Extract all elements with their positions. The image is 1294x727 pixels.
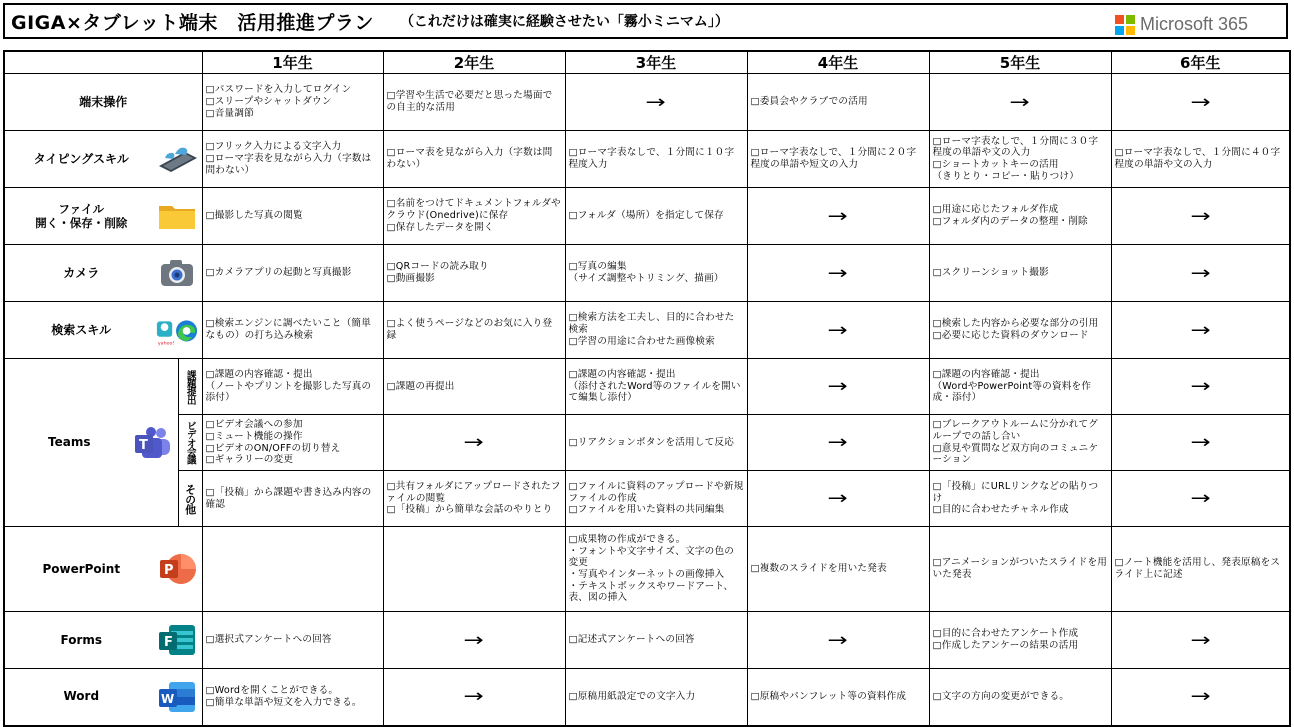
arrow-right-icon: → (463, 432, 485, 453)
goal-item: ・テキストボックスやワードアート、表、図の挿入 (568, 580, 734, 604)
continue-arrow-grade-3 (565, 74, 747, 131)
svg-text:T: T (138, 437, 148, 453)
goal-item: □選択式アンケートへの回答 (205, 634, 332, 646)
arrow-right-icon: → (1190, 91, 1211, 113)
category-cell (4, 669, 202, 726)
arrow-right-icon: → (827, 262, 849, 284)
goal-cell-grade-1 (202, 302, 383, 359)
goal-item: □音量調節 (205, 107, 254, 119)
category-cell (4, 131, 202, 188)
goal-cell-grade-2 (383, 302, 565, 359)
subcategory-label: ビデオ会議 (184, 421, 196, 464)
subcategory-cell (178, 471, 202, 527)
goal-cell-grade-2 (383, 74, 565, 131)
goal-item: □QRコードの読み取り (386, 261, 489, 273)
goal-cell-grade-4 (747, 527, 929, 612)
search-browser-icon (155, 310, 199, 350)
goal-item: □ノート機能を活用し、発表原稿をスライド上に記述 (1114, 557, 1281, 580)
arrow-right-icon: → (1190, 262, 1211, 284)
goal-item: □ローマ字表なしで、１分間に１０字程度入力 (568, 147, 735, 170)
goal-item: □原稿用紙設定での文字入力 (568, 690, 696, 702)
word-icon (155, 677, 199, 717)
goal-cell-grade-5 (929, 612, 1111, 669)
category-label (8, 435, 131, 450)
goal-item: □課題の再提出 (386, 380, 455, 392)
goal-cell-grade-4 (747, 74, 929, 131)
plan-row (4, 415, 1290, 471)
continue-arrow-grade-6 (1111, 415, 1290, 471)
goal-item: □撮影した写真の閲覧 (205, 210, 303, 222)
arrow-right-icon: → (1190, 376, 1211, 397)
goal-cell-grade-2 (383, 471, 565, 527)
goal-item: □ローマ字表なしで、１分間に２０字程度の単語や短文の入力 (750, 147, 917, 170)
arrow-right-icon: → (1190, 205, 1211, 227)
goal-item: （ノートやプリントを撮影した写真の添付） (205, 380, 372, 404)
category-cell (4, 245, 202, 302)
arrow-right-icon: → (1190, 629, 1211, 651)
goal-cell-grade-1 (202, 471, 383, 527)
continue-arrow-grade-6 (1111, 188, 1290, 245)
logo-square-red (1115, 15, 1124, 24)
category-wrap (8, 612, 199, 668)
goal-item: □原稿やパンフレット等の資料作成 (750, 690, 907, 702)
grade-header: 3年生 (565, 51, 747, 74)
goal-item: □検索方法を工夫し、目的に合わせた検索 (568, 312, 735, 336)
category-label (8, 202, 155, 231)
goal-cell-grade-1 (202, 669, 383, 726)
goal-cell-grade-2 (383, 359, 565, 415)
plan-row (4, 74, 1290, 131)
plan-row (4, 471, 1290, 527)
goal-item: □課題の内容確認・提出 (568, 368, 676, 380)
arrow-right-icon: → (645, 91, 667, 113)
goal-item: □用途に応じたフォルダ作成 (932, 204, 1059, 216)
goal-item: □ショートカットキーの活用 (932, 159, 1059, 170)
microsoft-logo-icon (1115, 15, 1135, 35)
goal-item: □ローマ字表なしで、１分間に４０字程度の単語や文の入力 (1114, 147, 1281, 170)
plan-row (4, 669, 1290, 726)
goal-cell-grade-3 (565, 131, 747, 188)
category-cell (4, 612, 202, 669)
goal-item: （添付されたWord等のファイルを開いて編集し添付） (568, 380, 741, 404)
category-name: Teams (48, 435, 91, 449)
category-wrap (8, 302, 199, 358)
goal-cell-grade-3 (565, 188, 747, 245)
page-title: GIGA×タブレット端末 活用推進プラン (11, 11, 374, 34)
category-label (8, 323, 155, 338)
goal-item: □ファイルを用いた資料の共同編集 (568, 504, 725, 516)
teams-icon (131, 423, 175, 463)
grade-header-row (4, 51, 1290, 74)
arrow-right-icon: → (463, 629, 485, 651)
goal-item: □意見や質問など双方向のコミュニケーション (932, 442, 1099, 466)
forms-icon (155, 620, 199, 660)
continue-arrow-grade-2 (383, 612, 565, 669)
category-cell (4, 302, 202, 359)
arrow-right-icon: → (1190, 488, 1211, 509)
continue-arrow-grade-4 (747, 359, 929, 415)
grade-header: 1年生 (202, 51, 383, 74)
svg-text:F: F (163, 635, 173, 650)
arrow-right-icon: → (827, 205, 849, 227)
goal-item: □必要に応じた資料のダウンロード (932, 330, 1089, 341)
category-name: タイピングスキル (33, 151, 129, 166)
goal-item: □スリープやシャットダウン (205, 96, 332, 108)
goal-cell-grade-2 (383, 527, 565, 612)
camera-icon (155, 253, 199, 293)
goal-item: □ローマ字表を見ながら入力（字数は問わない） (205, 153, 372, 176)
category-wrap (8, 669, 199, 725)
goal-item: □フリック入力による文字入力 (205, 141, 342, 153)
plan-row (4, 188, 1290, 245)
category-label (8, 689, 155, 704)
category-name: 端末操作 (79, 94, 128, 109)
goal-cell-grade-5 (929, 302, 1111, 359)
svg-text:P: P (163, 563, 174, 578)
goal-item: □学習や生活で必要だと思った場面での自主的な活用 (386, 90, 553, 113)
goal-cell-grade-5 (929, 245, 1111, 302)
subcategory-cell (178, 359, 202, 415)
goal-item: □リアクションボタンを活用して反応 (568, 436, 734, 448)
goal-item: □アニメーションがついたスライドを用いた発表 (932, 557, 1108, 580)
continue-arrow-grade-4 (747, 188, 929, 245)
keyboard-icon (155, 139, 199, 179)
goal-item: □ローマ表を見ながら入力（字数は問わない） (386, 147, 553, 170)
category-label (8, 266, 155, 281)
goal-cell-grade-3 (565, 302, 747, 359)
goal-cell-grade-1 (202, 245, 383, 302)
category-name-line2: 開く・保存・削除 (35, 216, 128, 230)
goal-cell-grade-4 (747, 669, 929, 726)
goal-item: □目的に合わせたアンケート作成 (932, 628, 1079, 640)
subcategory-label: その他 (183, 483, 197, 514)
goal-item: □フォルダ（場所）を指定して保存 (568, 210, 724, 222)
logo-text: Microsoft 365 (1139, 14, 1248, 34)
microsoft-365-logo (1115, 14, 1248, 35)
arrow-right-icon: → (827, 376, 849, 397)
continue-arrow-grade-6 (1111, 471, 1290, 527)
continue-arrow-grade-4 (747, 302, 929, 359)
page-subtitle: （これだけは確実に経験させたい「霧小ミニマム」） (399, 14, 729, 30)
continue-arrow-grade-4 (747, 415, 929, 471)
goal-item: □記述式アンケートへの回答 (568, 634, 695, 646)
svg-text:W: W (160, 691, 174, 706)
category-name: Forms (60, 632, 103, 647)
arrow-right-icon: → (463, 686, 485, 708)
goal-cell-grade-5 (929, 188, 1111, 245)
grade-header: 5年生 (929, 51, 1111, 74)
goal-item: □課題の内容確認・提出 (932, 368, 1040, 380)
logo-square-green (1126, 15, 1135, 24)
continue-arrow-grade-5 (929, 74, 1111, 131)
subcategory-cell (178, 415, 202, 471)
category-label (8, 152, 155, 167)
arrow-right-icon: → (827, 319, 849, 341)
goal-item: □検索した内容から必要な部分の引用 (932, 318, 1099, 330)
category-wrap (8, 74, 199, 130)
goal-cell-grade-1 (202, 612, 383, 669)
goal-item: □名前をつけてドキュメントフォルダやクラウド(Onedrive)に保存 (386, 198, 561, 222)
goal-cell-grade-3 (565, 612, 747, 669)
category-wrap (8, 188, 199, 244)
continue-arrow-grade-6 (1111, 302, 1290, 359)
goal-item: □Wordを開くことができる。 (205, 685, 339, 697)
powerpoint-icon (155, 549, 199, 589)
goal-item: □ミュート機能の操作 (205, 430, 303, 442)
goal-cell-grade-6 (1111, 527, 1290, 612)
continue-arrow-grade-6 (1111, 74, 1290, 131)
arrow-right-icon: → (827, 488, 849, 509)
goal-cell-grade-3 (565, 415, 747, 471)
goal-item: □学習の用途に合わせた画像検索 (568, 335, 715, 347)
plan-row (4, 359, 1290, 415)
logo-square-yellow (1126, 26, 1135, 35)
category-wrap (8, 245, 199, 301)
goal-item: （きりとり・コピー・貼りつけ） (932, 170, 1080, 182)
goal-cell-grade-5 (929, 669, 1111, 726)
goal-cell-grade-2 (383, 131, 565, 188)
continue-arrow-grade-6 (1111, 245, 1290, 302)
category-label (8, 95, 199, 110)
goal-item: □簡単な単語や短文を入力できる。 (205, 696, 362, 708)
category-wrap (8, 359, 175, 526)
plan-row (4, 131, 1290, 188)
goal-item: □ブレークアウトルームに分かれてグループでの話し合い (932, 419, 1099, 442)
goal-cell-grade-1 (202, 74, 383, 131)
goal-item: □カメラアプリの起動と写真撮影 (205, 267, 352, 279)
continue-arrow-grade-4 (747, 612, 929, 669)
goal-item: □共有フォルダにアップロードされたファイルの閲覧 (386, 480, 561, 504)
goal-item: □複数のスライドを用いた発表 (750, 563, 887, 575)
goal-item: □「投稿」から簡単な会話のやりとり (386, 504, 553, 516)
arrow-right-icon: → (1190, 686, 1211, 708)
category-cell (4, 359, 178, 527)
category-wrap (8, 527, 199, 611)
goal-cell-grade-2 (383, 188, 565, 245)
arrow-right-icon: → (1190, 319, 1211, 341)
category-name: PowerPoint (42, 561, 121, 576)
logo-square-blue (1115, 26, 1124, 35)
goal-cell-grade-1 (202, 359, 383, 415)
goal-item: □委員会やクラブでの活用 (750, 96, 868, 108)
category-name: 検索スキル (51, 322, 112, 337)
svg-text:yahoo!: yahoo! (157, 341, 174, 347)
continue-arrow-grade-2 (383, 415, 565, 471)
continue-arrow-grade-6 (1111, 612, 1290, 669)
continue-arrow-grade-4 (747, 245, 929, 302)
continue-arrow-grade-6 (1111, 669, 1290, 726)
goal-item: □検索エンジンに調べたいこと（簡単なもの）の打ち込み検索 (205, 318, 371, 341)
goal-item: □「投稿」から課題や書き込み内容の確認 (205, 486, 372, 510)
goal-item: □ギャラリーの変更 (205, 454, 294, 466)
category-cell (4, 527, 202, 612)
plan-row (4, 527, 1290, 612)
continue-arrow-grade-2 (383, 669, 565, 726)
arrow-right-icon: → (1190, 432, 1211, 453)
goal-cell-grade-1 (202, 415, 383, 471)
category-name: ファイル (58, 201, 105, 216)
goal-item: （WordやPowerPoint等の資料を作成・添付） (932, 380, 1092, 404)
corner-cell (4, 51, 202, 74)
goal-cell-grade-5 (929, 527, 1111, 612)
goal-cell-grade-5 (929, 359, 1111, 415)
goal-item: □写真の編集 (568, 261, 627, 273)
goal-item: （サイズ調整やトリミング、描画） (568, 273, 724, 284)
goal-cell-grade-6 (1111, 131, 1290, 188)
goal-item: □課題の内容確認・提出 (205, 368, 313, 380)
arrow-right-icon: → (1009, 91, 1031, 113)
goal-cell-grade-1 (202, 131, 383, 188)
goal-cell-grade-5 (929, 131, 1111, 188)
goal-cell-grade-3 (565, 471, 747, 527)
grade-header: 6年生 (1111, 51, 1290, 74)
goal-cell-grade-4 (747, 131, 929, 188)
continue-arrow-grade-4 (747, 471, 929, 527)
goal-item: □スクリーンショット撮影 (932, 267, 1049, 279)
grade-header: 2年生 (383, 51, 565, 74)
goal-cell-grade-5 (929, 471, 1111, 527)
category-cell (4, 74, 202, 131)
goal-item: □ローマ字表なしで、１分間に３０字程度の単語や文の入力 (932, 135, 1099, 159)
goal-item: ・写真やインターネットの画像挿入 (568, 569, 725, 580)
goal-item: □文字の方向の変更ができる。 (932, 690, 1070, 702)
goal-item: □ビデオのON/OFFの切り替え (205, 442, 341, 454)
category-label (8, 562, 155, 577)
goal-cell-grade-2 (383, 245, 565, 302)
goal-cell-grade-3 (565, 669, 747, 726)
goal-item: □ファイルに資料のアップロードや新規ファイルの作成 (568, 480, 744, 504)
title-bar (3, 3, 1288, 39)
arrow-right-icon: → (827, 432, 849, 453)
grade-header: 4年生 (747, 51, 929, 74)
goal-item: □成果物の作成ができる。 (568, 533, 686, 545)
goal-cell-grade-3 (565, 359, 747, 415)
goal-cell-grade-3 (565, 527, 747, 612)
goal-cell-grade-5 (929, 415, 1111, 471)
goal-item: ・フォントや文字サイズ、文字の色の変更 (568, 545, 735, 569)
category-name: カメラ (63, 265, 100, 280)
goal-cell-grade-1 (202, 188, 383, 245)
plan-row (4, 245, 1290, 302)
goal-item: □パスワードを入力してログイン (205, 84, 352, 96)
plan-row (4, 302, 1290, 359)
goal-item: □「投稿」にURLリンクなどの貼りつけ (932, 480, 1099, 504)
continue-arrow-grade-6 (1111, 359, 1290, 415)
goal-item: □作成したアンケーの結果の活用 (932, 640, 1079, 651)
category-name: Word (63, 689, 100, 704)
goal-item: □ビデオ会議への参加 (205, 419, 303, 431)
plan-row (4, 612, 1290, 669)
category-label (8, 633, 155, 648)
goal-cell-grade-3 (565, 245, 747, 302)
goal-item: □目的に合わせたチャネル作成 (932, 504, 1069, 516)
goal-item: □動画撮影 (386, 273, 435, 284)
category-cell (4, 188, 202, 245)
goal-item: □フォルダ内のデータの整理・削除 (932, 216, 1088, 227)
plan-table (3, 50, 1291, 727)
goal-item: □よく使うページなどのお気に入り登録 (386, 318, 553, 341)
subcategory-label: 課題提出 (184, 369, 196, 404)
category-wrap (8, 131, 199, 187)
arrow-right-icon: → (827, 629, 849, 651)
goal-item: □保存したデータを開く (386, 221, 494, 233)
folder-icon (155, 196, 199, 236)
goal-cell-grade-1 (202, 527, 383, 612)
